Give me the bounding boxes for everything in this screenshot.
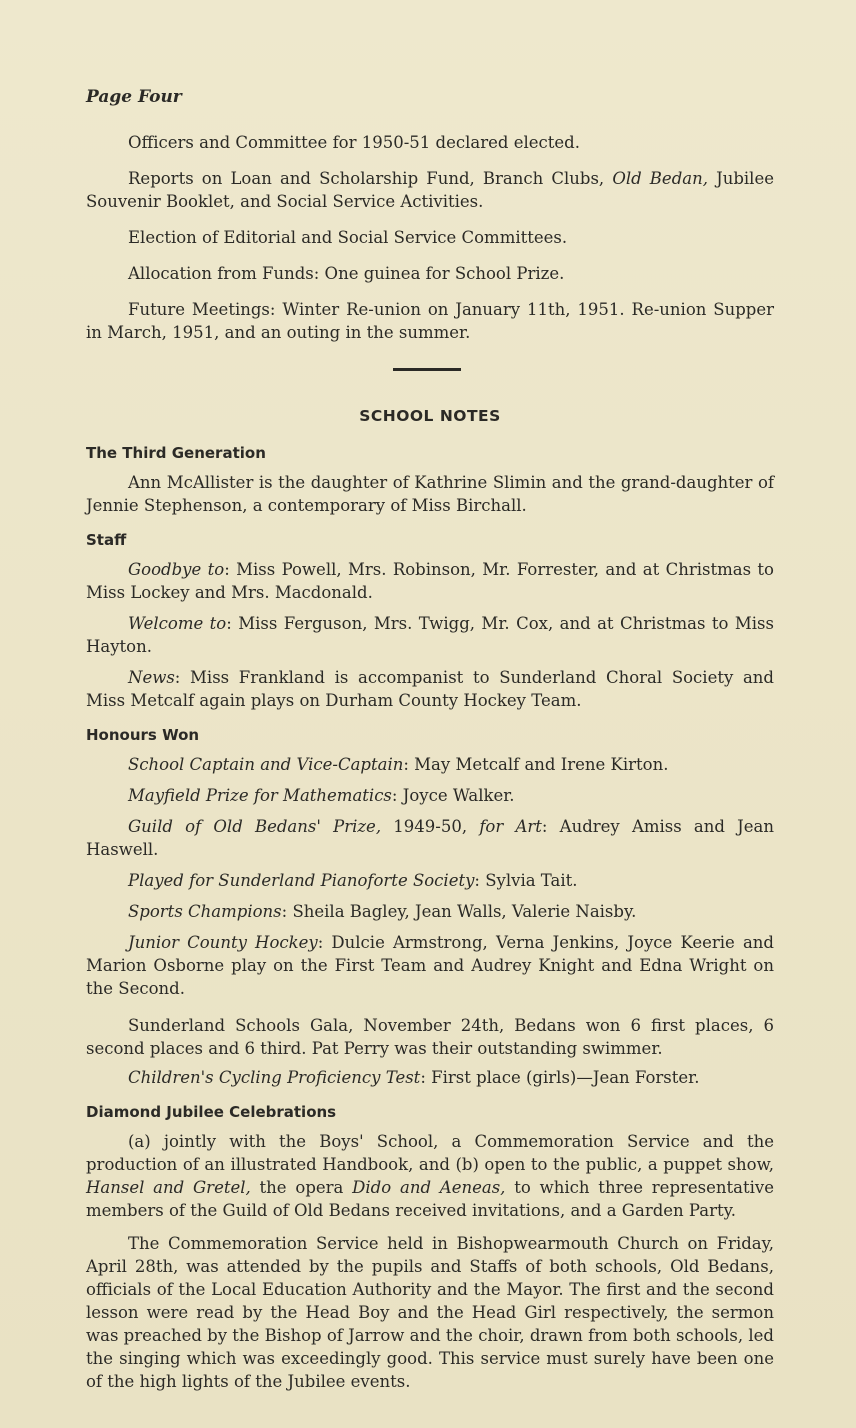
heading-third-generation: The Third Generation bbox=[86, 444, 266, 462]
honour-label: Junior County Hockey bbox=[128, 933, 318, 952]
honour-year: 1949-50, bbox=[381, 817, 480, 836]
honour-text: : Dulcie Armstrong, Verna Jenkins, Joyce Keerie and Marion Osborne play on the First Team and Audrey Knight and Edna Wright on the Second. bbox=[86, 933, 774, 998]
reports-text-end: Jubilee Souvenir Booklet, and Social Service Activities. bbox=[86, 169, 774, 211]
meeting-minutes bbox=[86, 131, 774, 344]
page-content bbox=[86, 86, 774, 1393]
jubilee-text: the opera bbox=[250, 1178, 353, 1197]
cycling-text: : First place (girls)—Jean Forster. bbox=[420, 1068, 700, 1087]
heading-jubilee: Diamond Jubilee Celebrations bbox=[86, 1103, 337, 1121]
jubilee-text: to which three representative members of the Guild of Old Bedans received invitations, and a Garden Party. bbox=[86, 1178, 774, 1220]
jubilee-text: (a) jointly with the Boys' School, a Commemoration Service and the production of an illustrated Handbook, and (b) open to the public, a puppet show, bbox=[86, 1132, 774, 1174]
honour-text: : Sylvia Tait. bbox=[474, 871, 578, 890]
jubilee-paragraph-1 bbox=[86, 1130, 774, 1222]
honour-label: Mayfield Prize for Mathematics bbox=[128, 786, 392, 805]
section-divider bbox=[393, 368, 461, 371]
minutes-item-reports bbox=[86, 167, 774, 213]
jubilee-paragraph-2: The Commemoration Service held in Bishopwearmouth Church on Friday, April 28th, was attended by the pupils and Staffs of both schools, Old Bedans, officials of the Local Education Authority and the Mayor. The first and the second lesson were read by the Head Boy and the Head Girl respectively, the sermon was preached by the Bishop of Jarrow and the choir, drawn from both schools, led the singing which was exceedingly good. This service must surely have been one of the high lights of the Jubilee events. bbox=[86, 1234, 774, 1391]
staff-news bbox=[86, 666, 774, 712]
section-title: SCHOOL NOTES bbox=[359, 407, 501, 425]
honour-item bbox=[86, 815, 774, 861]
heading-honours: Honours Won bbox=[86, 726, 200, 744]
goodbye-label: Goodbye to bbox=[128, 560, 225, 579]
honour-text: : Audrey Amiss and Jean Haswell. bbox=[86, 817, 775, 859]
cycling-item bbox=[86, 1066, 774, 1089]
honour-label: Guild of Old Bedans' Prize, bbox=[128, 817, 382, 836]
old-bedan-title: Old Bedan, bbox=[612, 169, 708, 188]
third-generation-text: Ann McAllister is the daughter of Kathrine Slimin and the grand-daughter of Jennie Stephenson, a contemporary of Miss Birchall. bbox=[86, 473, 774, 515]
news-label: News bbox=[128, 668, 175, 687]
gala-text: Sunderland Schools Gala, November 24th, Bedans won 6 first places, 6 second places and 6 third. Pat Perry was their outstanding swimmer. bbox=[86, 1016, 774, 1058]
minutes-item-future-meetings: Future Meetings: Winter Re-union on January 11th, 1951. Re-union Supper in March, 1951, and an outing in the summer. bbox=[86, 300, 774, 342]
honour-item bbox=[86, 784, 774, 807]
welcome-label: Welcome to bbox=[128, 614, 227, 633]
honour-label: Sports Champions bbox=[128, 902, 282, 921]
minutes-item-officers: Officers and Committee for 1950-51 declared elected. bbox=[128, 133, 580, 152]
staff-goodbye bbox=[86, 558, 774, 604]
reports-text: Reports on Loan and Scholarship Fund, Branch Clubs, bbox=[128, 169, 613, 188]
honour-item bbox=[86, 869, 774, 892]
honour-label: Played for Sunderland Pianoforte Society bbox=[128, 871, 475, 890]
honour-item bbox=[86, 753, 774, 776]
heading-staff: Staff bbox=[86, 531, 127, 549]
welcome-text: : Miss Ferguson, Mrs. Twigg, Mr. Cox, and at Christmas to Miss Hayton. bbox=[86, 614, 774, 656]
minutes-item-election: Election of Editorial and Social Service Committees. bbox=[128, 228, 568, 247]
hansel-gretel-title: Hansel and Gretel, bbox=[86, 1178, 251, 1197]
staff-welcome bbox=[86, 612, 774, 658]
honour-text: : May Metcalf and Irene Kirton. bbox=[403, 755, 669, 774]
honour-text: : Sheila Bagley, Jean Walls, Valerie Naisby. bbox=[281, 902, 637, 921]
cycling-label: Children's Cycling Proficiency Test bbox=[128, 1068, 421, 1087]
honour-text: : Joyce Walker. bbox=[391, 786, 515, 805]
news-text: : Miss Frankland is accompanist to Sunderland Choral Society and Miss Metcalf again plays on Durham County Hockey Team. bbox=[86, 668, 774, 710]
minutes-item-allocation: Allocation from Funds: One guinea for School Prize. bbox=[128, 264, 565, 283]
honour-label-art: for Art bbox=[479, 817, 542, 836]
honour-item bbox=[86, 931, 774, 1000]
honour-label: School Captain and Vice-Captain bbox=[128, 755, 404, 774]
dido-aeneas-title: Dido and Aeneas, bbox=[352, 1178, 506, 1197]
goodbye-text: : Miss Powell, Mrs. Robinson, Mr. Forrester, and at Christmas to Miss Lockey and Mrs. Macdonald. bbox=[86, 560, 774, 602]
honour-item bbox=[86, 900, 774, 923]
page-label: Page Four bbox=[86, 87, 182, 107]
